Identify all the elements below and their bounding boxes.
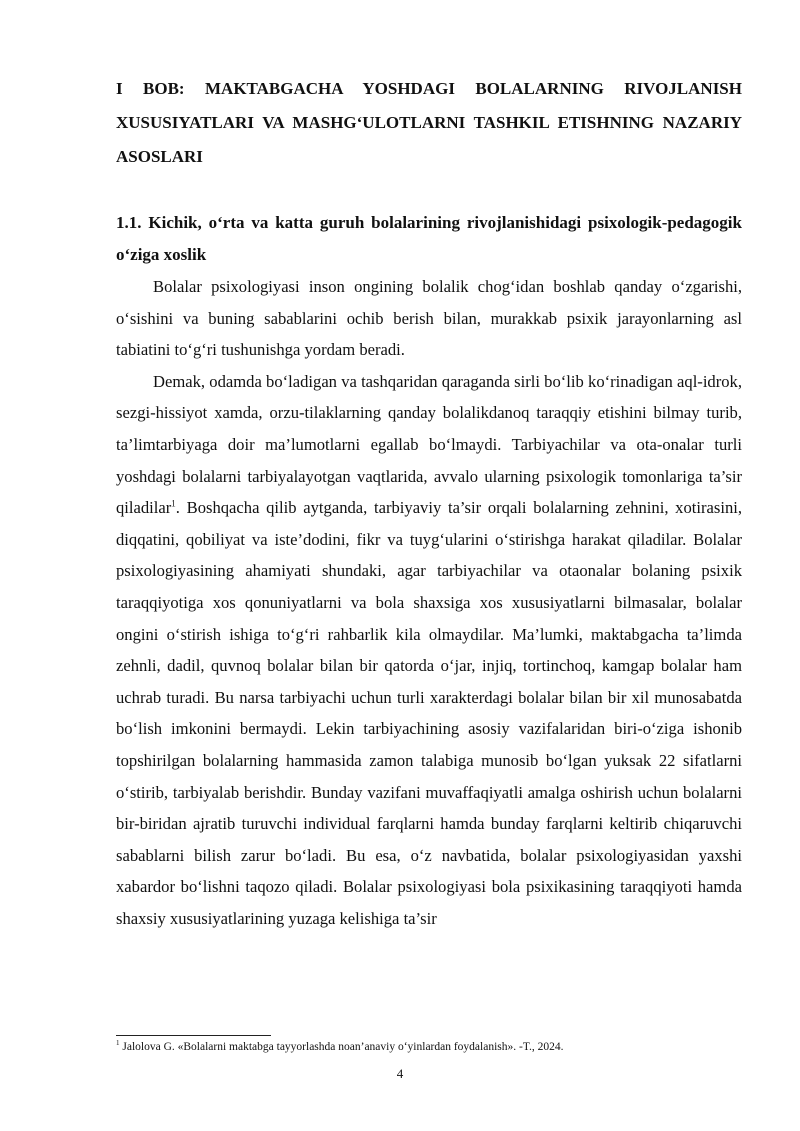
paragraph-2-text-before: Demak, odamda bo‘ladigan va tashqaridan qaraganda sirli bo‘lib ko‘rinadigan aql-idrok, sezgi-hissiyot xamda, orzu-tilaklarning qanday bolalikdanoq taraqqiy etishini bilmay turib, ta’limtarbiyaga doir ma’lumotlarni egallab bo‘lmaydi. Tarbiyachilar va ota-onalar turli yoshdagi bolalarni tarbiyalayotgan vaqtlarida, avvalo ularning psixologik tomonlariga ta’sir qiladilar	[116, 371, 742, 518]
paragraph-1: Bolalar psixologiyasi inson ongining bolalik chog‘idan boshlab qanday o‘zgarishi, o‘sishini va buning sabablarini ochib berish bilan, murakkab psixik jarayonlarning asl tabiatini to‘g‘ri tushunishga yordam beradi.	[116, 277, 742, 360]
footnote-text: Jalolova G. «Bolalarni maktabga tayyorlashda noan’anaviy o‘yinlardan foydalanish». -T., 2024.	[119, 1041, 564, 1053]
paragraph-2-text-after: . Boshqacha qilib aytganda, tarbiyaviy ta’sir orqali bolalarning zehnini, xotirasini, diqqatini, qobiliyat va iste’dodini, fikr va tuyg‘ularini o‘stirishga harakat qiladilar. Bolalar psixologiyasining ahamiyati shundaki, agar tarbiyachilar va otaonalar bolaning psixik taraqqiyotiga xos qonuniyatlarni va bola shaxsiga xos xususiyatlarni bilmasalar, bolalar ongini o‘stirish ishiga to‘g‘ri rahbarlik kila olmaydilar. Ma’lumki, maktabgacha ta’limda zehnli, dadil, quvnoq bolalar bilan bir qatorda o‘jar, injiq, tortinchoq, kamgap bolalar ham uchrab turadi. Bu narsa tarbiyachi uchun turli xarakterdagi bolalar bilan bir xil munosabatda bo‘lish imkonini bermaydi. Lekin tarbiyachining asosiy vazifalaridan biri-o‘ziga ishonib topshirilgan bolalarning hammasida zamon talabiga munosib bo‘lgan yuksak 22 sifatlarni o‘stirib, tarbiyalab berishdir. Bunday vazifani muvaffaqiyatli amalga oshirish uchun bolalarni bir-biridan ajratib turuvchi individual farqlarni hamda bunday farqlarni keltirib chiqaruvchi sabablarni bilish zarur bo‘ladi. Bu esa, o‘z navbatida, bolalar psixologiyasidan yaxshi xabardor bo‘lishni taqozo qiladi. Bolalar psixologiyasi bola psixikasining taraqqiyoti hamda shaxsiy xususiyatlarining yuzaga kelishiga ta’sir	[116, 498, 742, 928]
footnote-marker: 1	[116, 1039, 120, 1048]
page-number: 4	[396, 1066, 404, 1081]
chapter-title: I BOB: MAKTABGACHA YOSHDAGI BOLALARNING RIVOJLANISH XUSUSIYATLARI VA MASHG‘ULOTLARNI TASHKIL ETISHNING NAZARIY ASOSLARI	[116, 79, 742, 166]
section-title: 1.1. Kichik, o‘rta va katta guruh bolalarining rivojlanishidagi psixologik-pedagogik o‘ziga xoslik	[116, 213, 742, 264]
paragraph-2	[116, 366, 742, 935]
footnote-reference[interactable]: 1	[171, 498, 176, 509]
footnote	[116, 1041, 742, 1053]
footnote-separator	[116, 1035, 271, 1036]
